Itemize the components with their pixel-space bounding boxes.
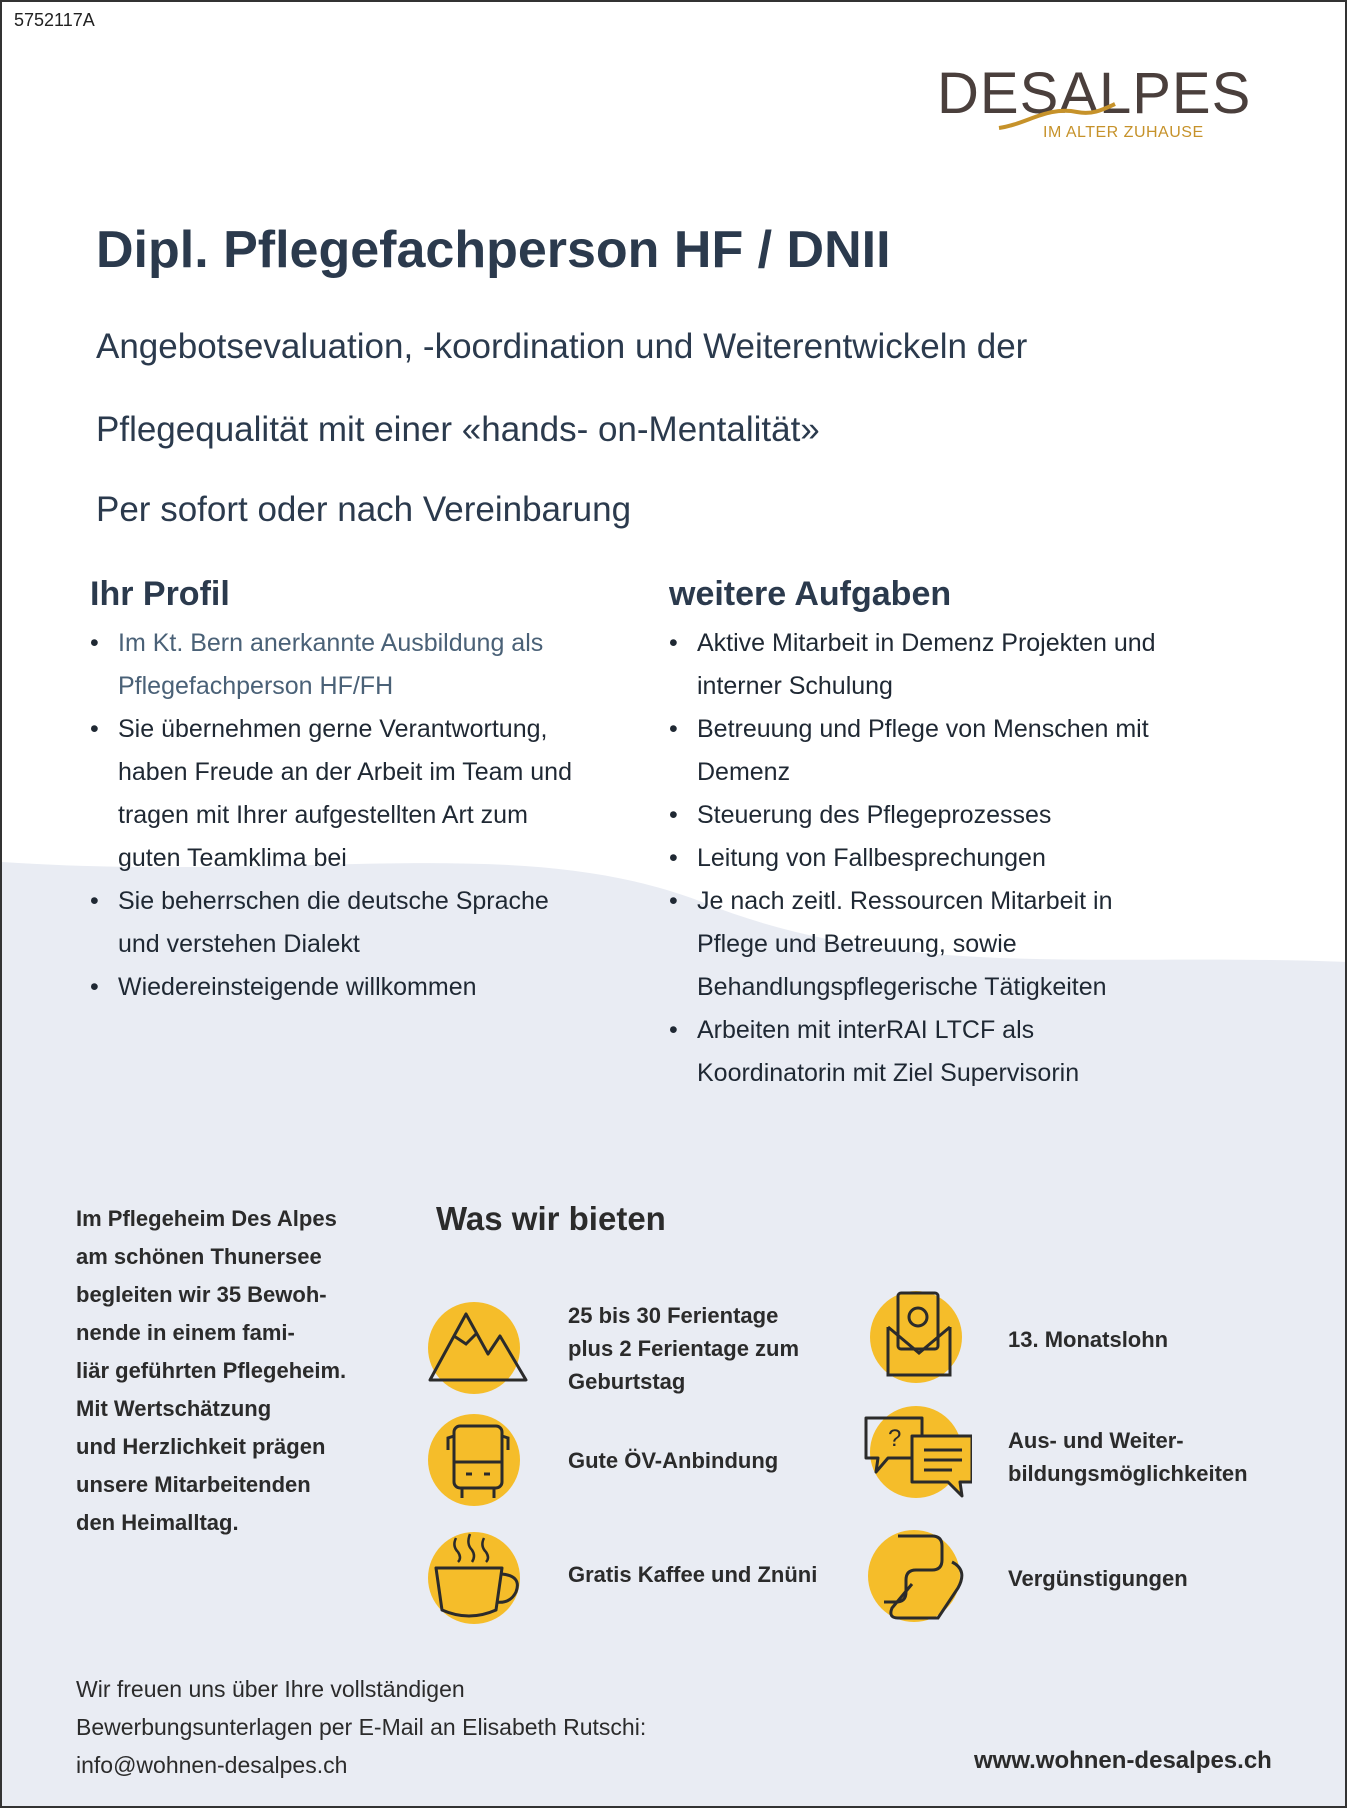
offer-heading: Was wir bieten [436,1200,666,1237]
tasks-heading: weitere Aufgaben [669,575,952,613]
subtitle-availability: Per sofort oder nach Vereinbarung [96,490,632,529]
list-item: • Betreuung und Pflege von Menschen mit Demenz [669,708,1309,794]
website-link[interactable]: www.wohnen-desalpes.ch [974,1747,1272,1774]
list-item: • Sie übernehmen gerne Verantwortung, haben Freude an der Arbeit im Team und tragen mit Ihrer aufgestellten Art zum guten Teamklima bei [90,708,650,880]
contact-email[interactable]: info@wohnen-desalpes.ch [76,1752,348,1778]
tasks-section [669,572,1309,1095]
logo-wordmark-right: ALPES [1059,61,1252,126]
profile-list [90,622,650,1009]
logo-tagline: IM ALTER ZUHAUSE [1043,124,1204,141]
percent-tag-icon [868,1522,978,1632]
svg-text:?: ? [888,1425,902,1452]
mountain-icon [426,1292,536,1402]
list-item: • Im Kt. Bern anerkannte Ausbildung als Pflegefachperson HF/FH [90,622,650,708]
subtitle-line-2: Pflegequalität mit einer «hands- on-Mentalität» [96,410,820,449]
home-description: Im Pflegeheim Des Alpes am schönen Thunersee begleiten wir 35 Bewoh- nende in einem fami- liär geführten Pflegeheim. Mit Wertschätzung und Herzlichkeit prägen unsere Mitarbeitenden den Heimalltag. [76,1206,347,1535]
offer-item-transport: Gute ÖV-Anbindung [426,1406,856,1516]
profile-heading: Ihr Profil [90,575,230,613]
reference-code: 5752117A [14,10,95,30]
coffee-cup-icon [426,1518,536,1628]
application-instructions: Wir freuen uns über Ihre vollständigen Bewerbungsunterlagen per E-Mail an Elisabeth Rutschi: info@wohnen-desalpes.ch [76,1670,646,1784]
speech-bubbles-icon [862,1402,972,1512]
list-item: • Je nach zeitl. Ressourcen Mitarbeit in Pflege und Betreuung, sowie Behandlungspflegerische Tätigkeiten [669,880,1309,1009]
offer-item-salary: 13. Monatslohn [868,1287,1298,1397]
job-title: Dipl. Pflegefachperson HF / DNII [96,221,891,279]
list-item: • Aktive Mitarbeit in Demenz Projekten und interner Schulung [669,622,1309,708]
offer-item-discounts: Vergünstigungen [868,1522,1298,1632]
list-item: • Steuerung des Pflegeprozesses [669,794,1309,837]
list-item: • Sie beherrschen die deutsche Sprache und verstehen Dialekt [90,880,650,966]
subtitle-line-1: Angebotsevaluation, -koordination und Weiterentwickeln der [96,327,1028,366]
money-envelope-icon [868,1287,978,1397]
offer-item-coffee: Gratis Kaffee und Znüni [426,1518,856,1638]
bus-icon [426,1406,536,1516]
logo-wordmark-left: DES [937,61,1060,126]
list-item: • Arbeiten mit interRAI LTCF als Koordinatorin mit Ziel Supervisorin [669,1009,1309,1095]
offer-item-training: ? Aus- und Weiter- bildungsmöglichkeiten [862,1402,1322,1512]
offer-item-vacation: 25 bis 30 Ferientage plus 2 Ferientage zum Geburtstag [426,1292,856,1402]
profile-section [90,572,650,1009]
list-item: • Leitung von Fallbesprechungen [669,837,1309,880]
list-item: • Wiedereinsteigende willkommen [90,966,650,1009]
desalpes-logo [937,62,1277,152]
tasks-list [669,622,1309,1095]
